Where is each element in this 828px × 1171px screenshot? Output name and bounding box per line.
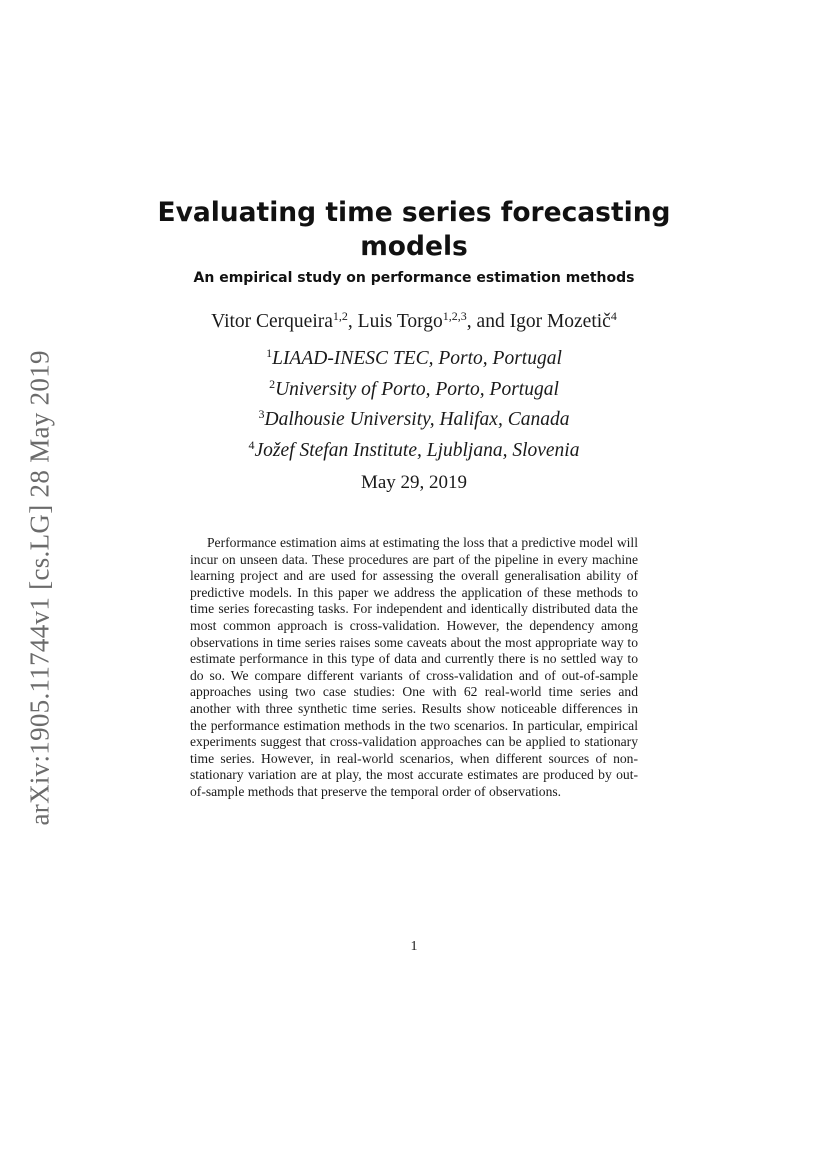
affiliation-number: 1 [266,346,273,360]
affiliation-list [100,341,728,463]
affiliation-line [100,433,728,464]
page-number: 1 [410,939,418,954]
affiliation-text: University of Porto, Porto, Portugal [275,378,559,400]
affiliation-number: 4 [248,437,255,452]
affiliation-text: LIAAD-INESC TEC, Porto, Portugal [272,348,562,369]
author-name: Igor Mozetič [509,311,611,332]
affiliation-text: Dalhousie University, Halifax, Canada [264,409,570,430]
author-name: Vitor Cerqueira [211,311,333,332]
affiliation-number: 3 [258,407,265,421]
author-affiliation-marker: 1,2,3 [442,309,467,323]
author-separator: , and [466,311,510,332]
author-affiliation-marker: 4 [610,309,617,323]
paper-subtitle: An empirical study on performance estimation methods [193,270,635,286]
arxiv-identifier: arXiv:1905.11744v1 [cs.LG] 28 May 2019 [24,350,55,826]
paper-title: Evaluating time series forecasting models [157,197,671,262]
author-affiliation-marker: 1,2 [332,309,348,323]
author-list [100,303,728,335]
affiliation-line [100,341,728,372]
affiliation-number: 2 [269,376,276,391]
author-name: Luis Torgo [357,311,443,332]
affiliation-line [100,402,728,433]
author-separator: , [347,311,358,332]
publication-date: May 29, 2019 [360,472,468,493]
abstract-text: Performance estimation aims at estimating the loss that a predictive model will incur on unseen data. These procedures are part of the pipeline in every machine learning project and are used for assessing the overall generalisation ability of predictive models. In this paper we address the application of these methods to time series forecasting tasks. For independent and identically distributed data the most common approach is cross-validation. However, the dependency among observations in time series raises some caveats about the most appropriate way to estimate performance in this type of data and currently there is no settled way to do so. We compare different variants of cross-validation and of out-of-sample approaches using two case studies: One with 62 real-world time series and another with three synthetic time series. Results show noticeable differences in the performance estimation methods in the two scenarios. In particular, empirical experiments suggest that cross-validation approaches can be applied to stationary time series. However, in real-world scenarios, when different sources of non-stationary variation are at play, the most accurate estimates are produced by out-of-sample methods that preserve the temporal order of observations. [190,535,638,799]
affiliation-line [100,372,728,403]
affiliation-text: Jožef Stefan Institute, Ljubljana, Slovenia [254,439,580,461]
